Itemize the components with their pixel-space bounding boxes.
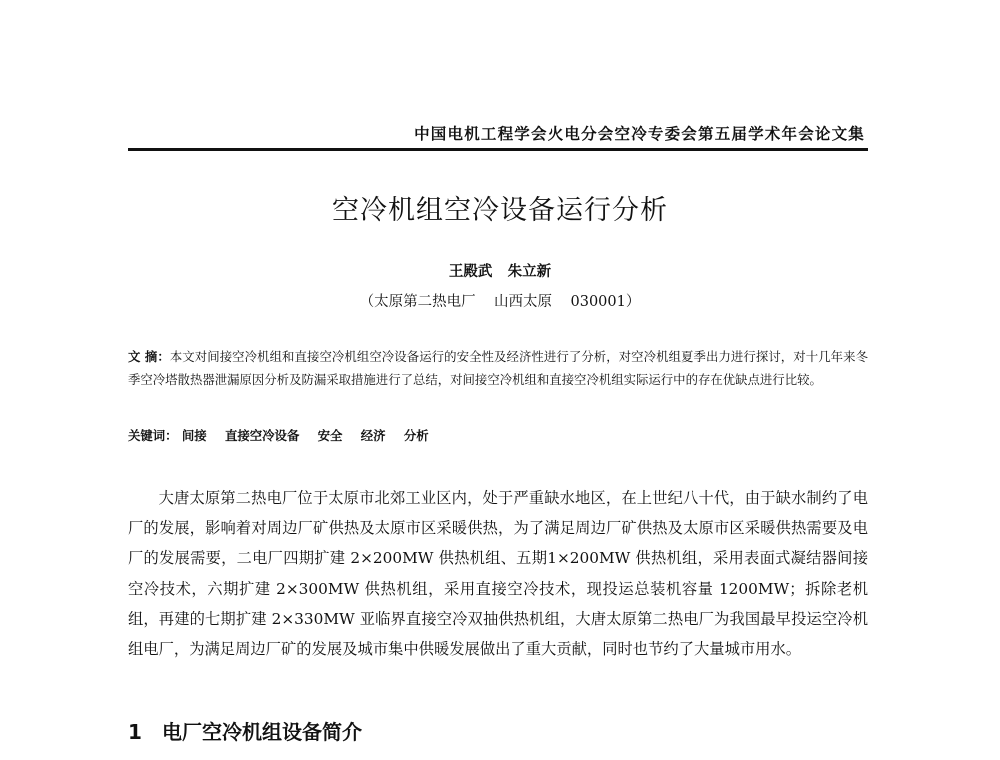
- keyword: 直接空冷设备: [225, 428, 300, 443]
- keyword: 间接: [181, 428, 207, 443]
- abstract-label: 文 摘：: [128, 349, 170, 364]
- affiliation: （太原第二热电厂 山西太原 030001）: [359, 294, 641, 310]
- paper-title: 空冷机组空冷设备运行分析: [332, 195, 668, 226]
- keyword: 经济: [360, 428, 386, 443]
- running-header: 中国电机工程学会火电分会空冷专委会第五届学术年会论文集: [414, 125, 865, 143]
- section-title: 电厂空冷机组设备简介: [162, 720, 362, 744]
- body-paragraph: 大唐太原第二热电厂位于太原市北郊工业区内，处于严重缺水地区，在上世纪八十代，由于缺水制约了电厂的发展，影响着对周边厂矿供热及太原市区采暖供热，为了满足周边厂矿供热及太原市区采暖供热需要及电厂的发展需要，二电厂四期扩建 2×200MW 供热机组、五期1×200MW 供热机组，采用表面式凝结器间接空冷技术，六期扩建 2×300MW 供热机组，采用直接空冷技术，现投运总装机容量 1200MW；拆除老机组，再建的七期扩建 2×330MW 亚临界直接空冷双抽供热机组，大唐太原第二热电厂为我国最早投运空冷机组电厂，为满足周边厂矿的发展及城市集中供暖发展做出了重大贡献，同时也节约了大量城市用水。: [128, 489, 868, 659]
- header-rule: [128, 148, 868, 151]
- section-heading: [128, 716, 362, 745]
- abstract-text: 本文对间接空冷机组和直接空冷机组空冷设备运行的安全性及经济性进行了分析，对空冷机组夏季出力进行探讨，对十几年来冬季空冷塔散热器泄漏原因分析及防漏采取措施进行了总结，对间接空冷机组和直接空冷机组实际运行中的存在优缺点进行比较。: [128, 349, 868, 387]
- authors: 王殿武 朱立新: [448, 263, 552, 280]
- keywords-label: 关键词：: [128, 428, 178, 443]
- abstract: [128, 345, 868, 391]
- keyword: 分析: [403, 428, 429, 443]
- keywords: [128, 425, 868, 447]
- section-number: 1: [128, 720, 142, 744]
- keyword: 安全: [317, 428, 343, 443]
